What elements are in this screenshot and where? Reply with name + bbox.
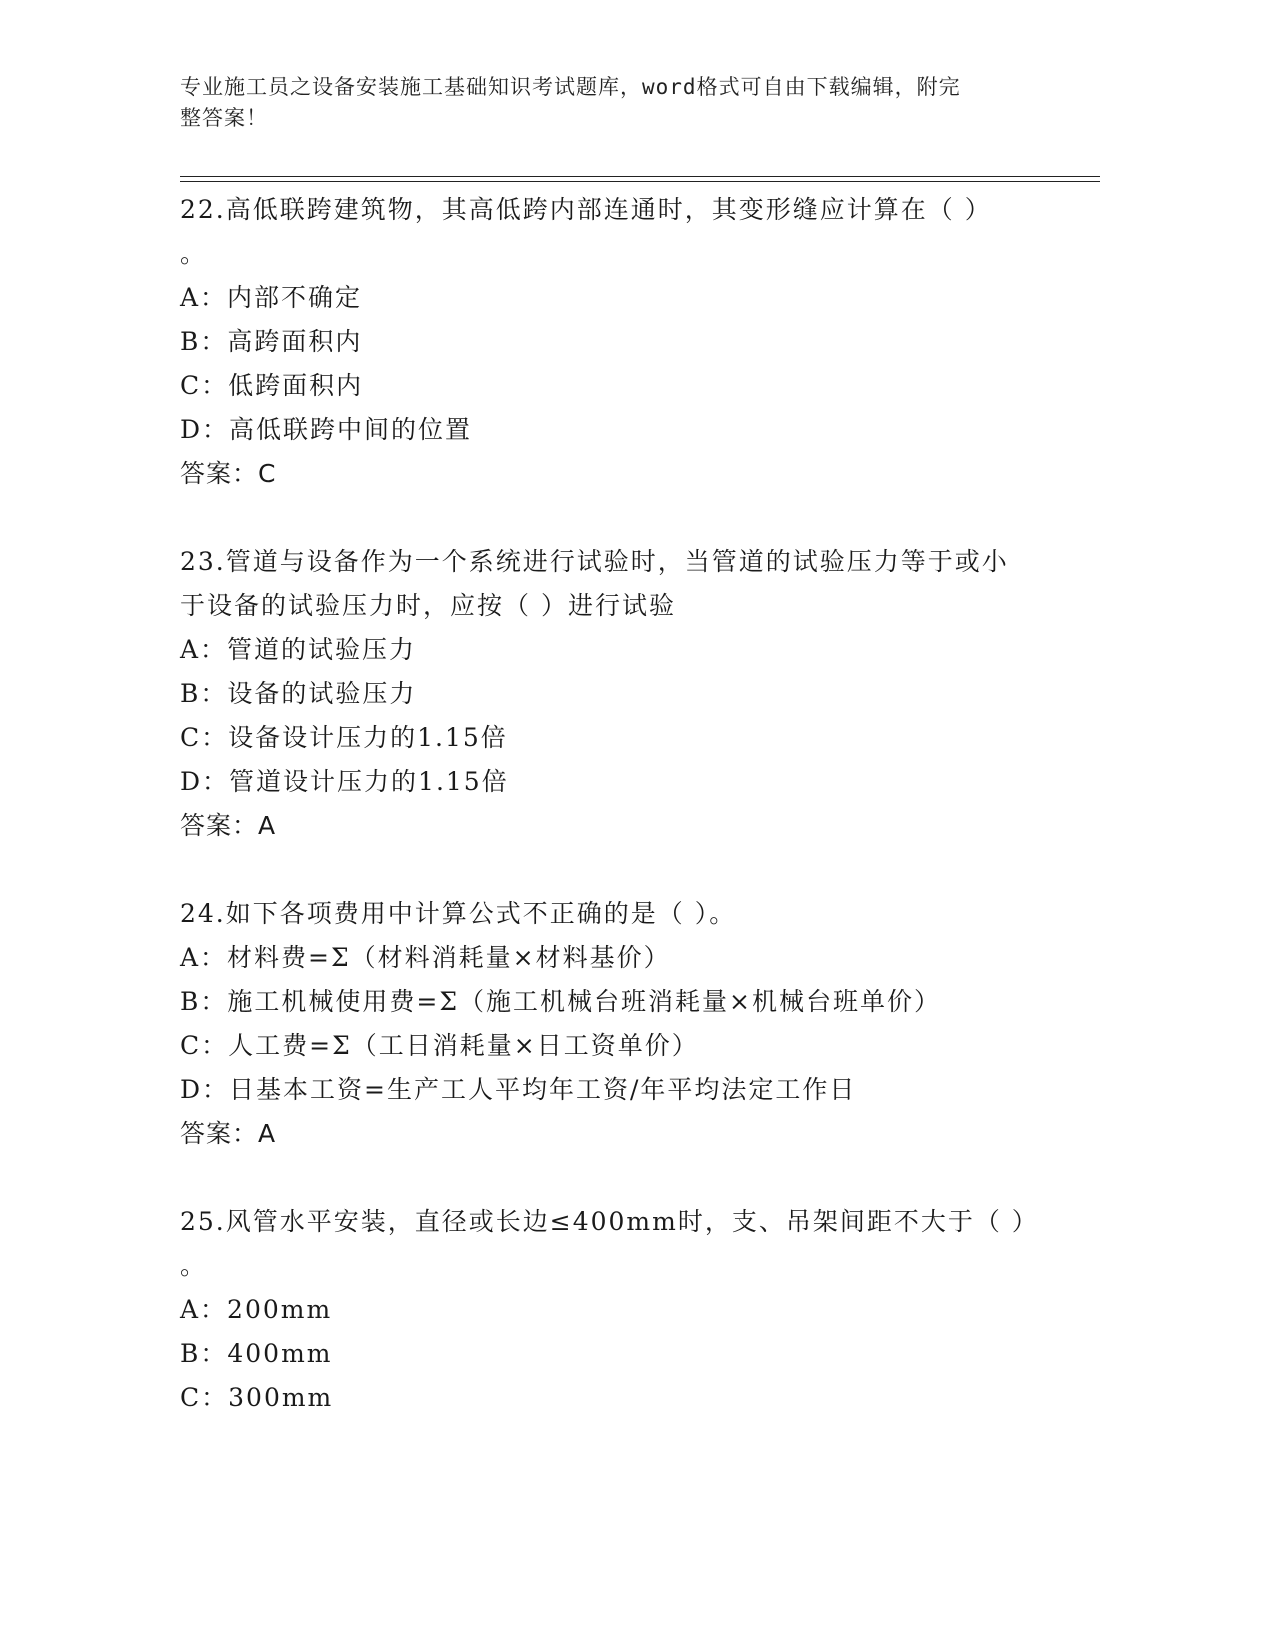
answer-line: 答案：C [180,459,277,488]
option-d: D：日基本工资=生产工人平均年工资/年平均法定工作日 [180,1075,857,1104]
question-stem: 25.风管水平安装，直径或长边≤400mm时，支、吊架间距不大于（ ） [180,1207,1039,1236]
option-b: B：设备的试验压力 [180,679,417,708]
option-d: D：管道设计压力的1.15倍 [180,767,509,796]
question-stem-continuation: 。 [180,239,208,268]
question-22 [180,188,1080,496]
option-c: C：人工费=Σ（工日消耗量×日工资单价） [180,1031,699,1060]
document-header [180,72,1060,134]
question-24 [180,892,1080,1156]
header-rule-top [180,176,1100,177]
option-a: A：内部不确定 [180,283,363,312]
answer-line: 答案：A [180,811,277,840]
option-a: A：管道的试验压力 [180,635,417,664]
option-b: B：400mm [180,1339,333,1368]
option-b: B：施工机械使用费=Σ（施工机械台班消耗量×机械台班单价） [180,987,941,1016]
option-c: C：低跨面积内 [180,371,364,400]
option-d: D：高低联跨中间的位置 [180,415,473,444]
question-stem: 22.高低联跨建筑物，其高低跨内部连通时，其变形缝应计算在（ ） [180,195,992,224]
option-b: B：高跨面积内 [180,327,363,356]
option-c: C：300mm [180,1383,334,1412]
header-line-2: 整答案！ [180,106,268,130]
question-25 [180,1200,1080,1420]
question-stem: 23.管道与设备作为一个系统进行试验时，当管道的试验压力等于或小 [180,547,1009,576]
question-23 [180,540,1080,848]
question-list [180,188,1080,1420]
question-stem-continuation: 。 [180,1251,208,1280]
answer-line: 答案：A [180,1119,277,1148]
question-stem-continuation: 于设备的试验压力时，应按（ ）进行试验 [180,591,676,620]
option-a: A：200mm [180,1295,333,1324]
header-line-1: 专业施工员之设备安装施工基础知识考试题库，word格式可自由下载编辑，附完 [180,75,961,99]
header-rule-bottom [180,181,1100,182]
option-a: A：材料费=Σ（材料消耗量×材料基价） [180,943,671,972]
option-c: C：设备设计压力的1.15倍 [180,723,508,752]
question-stem: 24.如下各项费用中计算公式不正确的是（ ）。 [180,899,737,928]
